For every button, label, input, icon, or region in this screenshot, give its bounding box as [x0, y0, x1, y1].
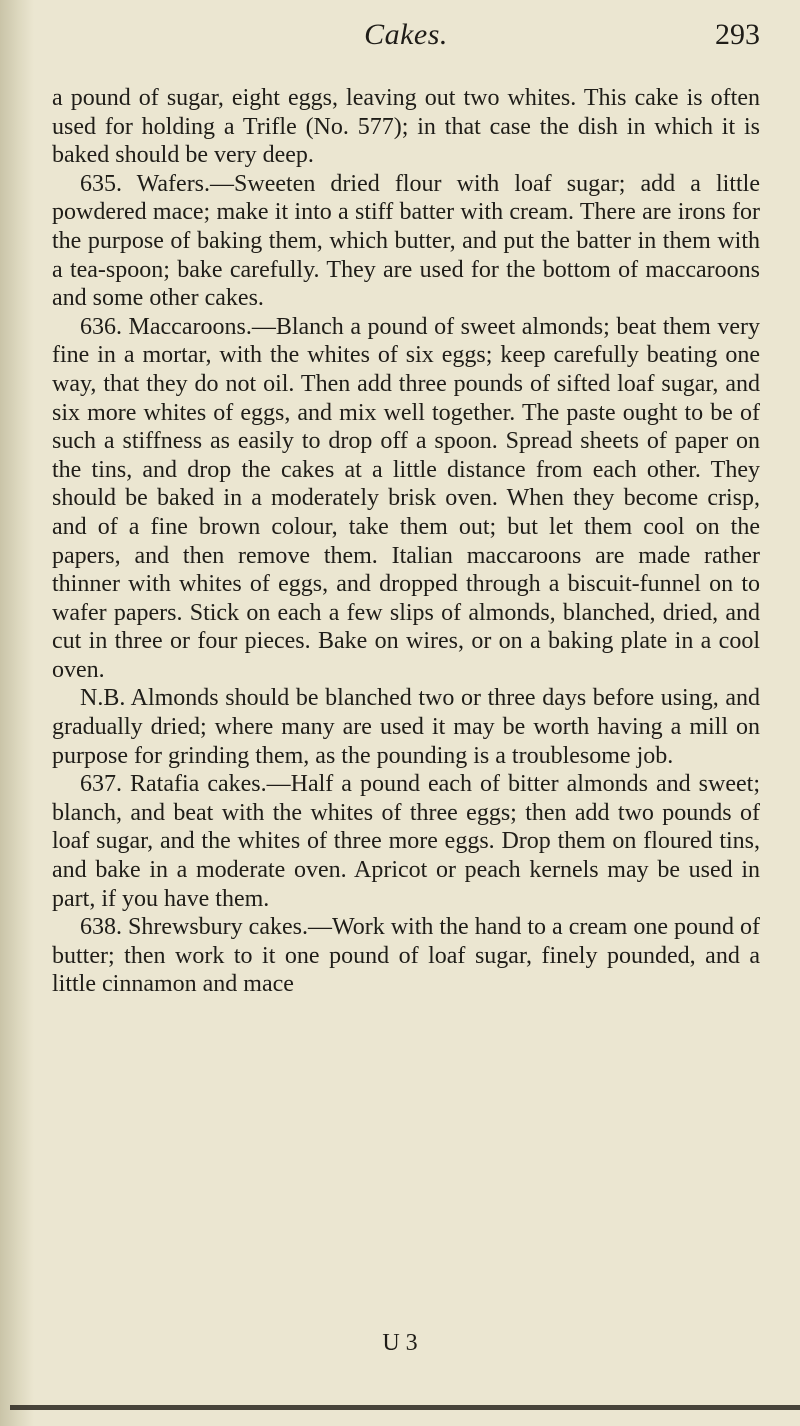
bottom-edge-rule	[10, 1405, 800, 1410]
paragraph-635-wafers: 635. Wafers.—Sweeten dried flour with loaf sugar; add a little powdered mace; make it into a stiff batter with cream. There are irons for the purpose of baking them, which butter, and put the batter in them with a tea-spoon; bake carefully. They are used for the bottom of maccaroons and some other cakes.	[52, 170, 760, 312]
paragraph-637-ratafia-cakes: 637. Ratafia cakes.—Half a pound each of bitter almonds and sweet; blanch, and beat with the whites of three eggs; then add two pounds of loaf sugar, and the whites of three more eggs. Drop them on floured tins, and bake in a moderate oven. Apricot or peach kernels may be used in part, if you have them.	[52, 771, 760, 912]
paragraph-636-maccaroons: 636. Maccaroons.—Blanch a pound of sweet almonds; beat them very fine in a mortar, with the whites of six eggs; keep carefully beating one way, that they do not oil. Then add three pounds of sifted loaf sugar, and six more whites of eggs, and mix well together. The paste ought to be of such a stiffness as easily to drop off a spoon. Spread sheets of paper on the tins, and drop the cakes at a little distance from each other. They should be baked in a moderately brisk oven. When they become crisp, and of a fine brown colour, take them out; but let them cool on the papers, and then remove them. Italian maccaroons are made rather thinner with whites of eggs, and dropped through a biscuit-funnel on to wafer papers. Stick on each a few slips of almonds, blanched, dried, and cut in three or four pieces. Bake on wires, or on a baking plate in a cool oven.	[52, 313, 760, 683]
page-gutter-shadow	[0, 0, 34, 1426]
paragraph-nota-bene: N.B. Almonds should be blanched two or three days before using, and gradually dried; where many are used it may be worth having a mill on purpose for grinding them, as the pounding is a troublesome job.	[52, 685, 760, 769]
signature-mark: U 3	[382, 1330, 418, 1356]
page-header	[52, 18, 760, 62]
page-number: 293	[715, 18, 760, 51]
body-text	[52, 84, 760, 999]
paragraph-continuation: a pound of sugar, eight eggs, leaving out two whites. This cake is often used for holding a Trifle (No. 577); in that case the dish in which it is baked should be very deep.	[52, 85, 760, 169]
running-title: Cakes.	[364, 18, 448, 51]
paragraph-638-shrewsbury-cakes: 638. Shrewsbury cakes.—Work with the hand to a cream one pound of butter; then work to it one pound of loaf sugar, finely pounded, and a little cinnamon and mace	[52, 914, 760, 998]
